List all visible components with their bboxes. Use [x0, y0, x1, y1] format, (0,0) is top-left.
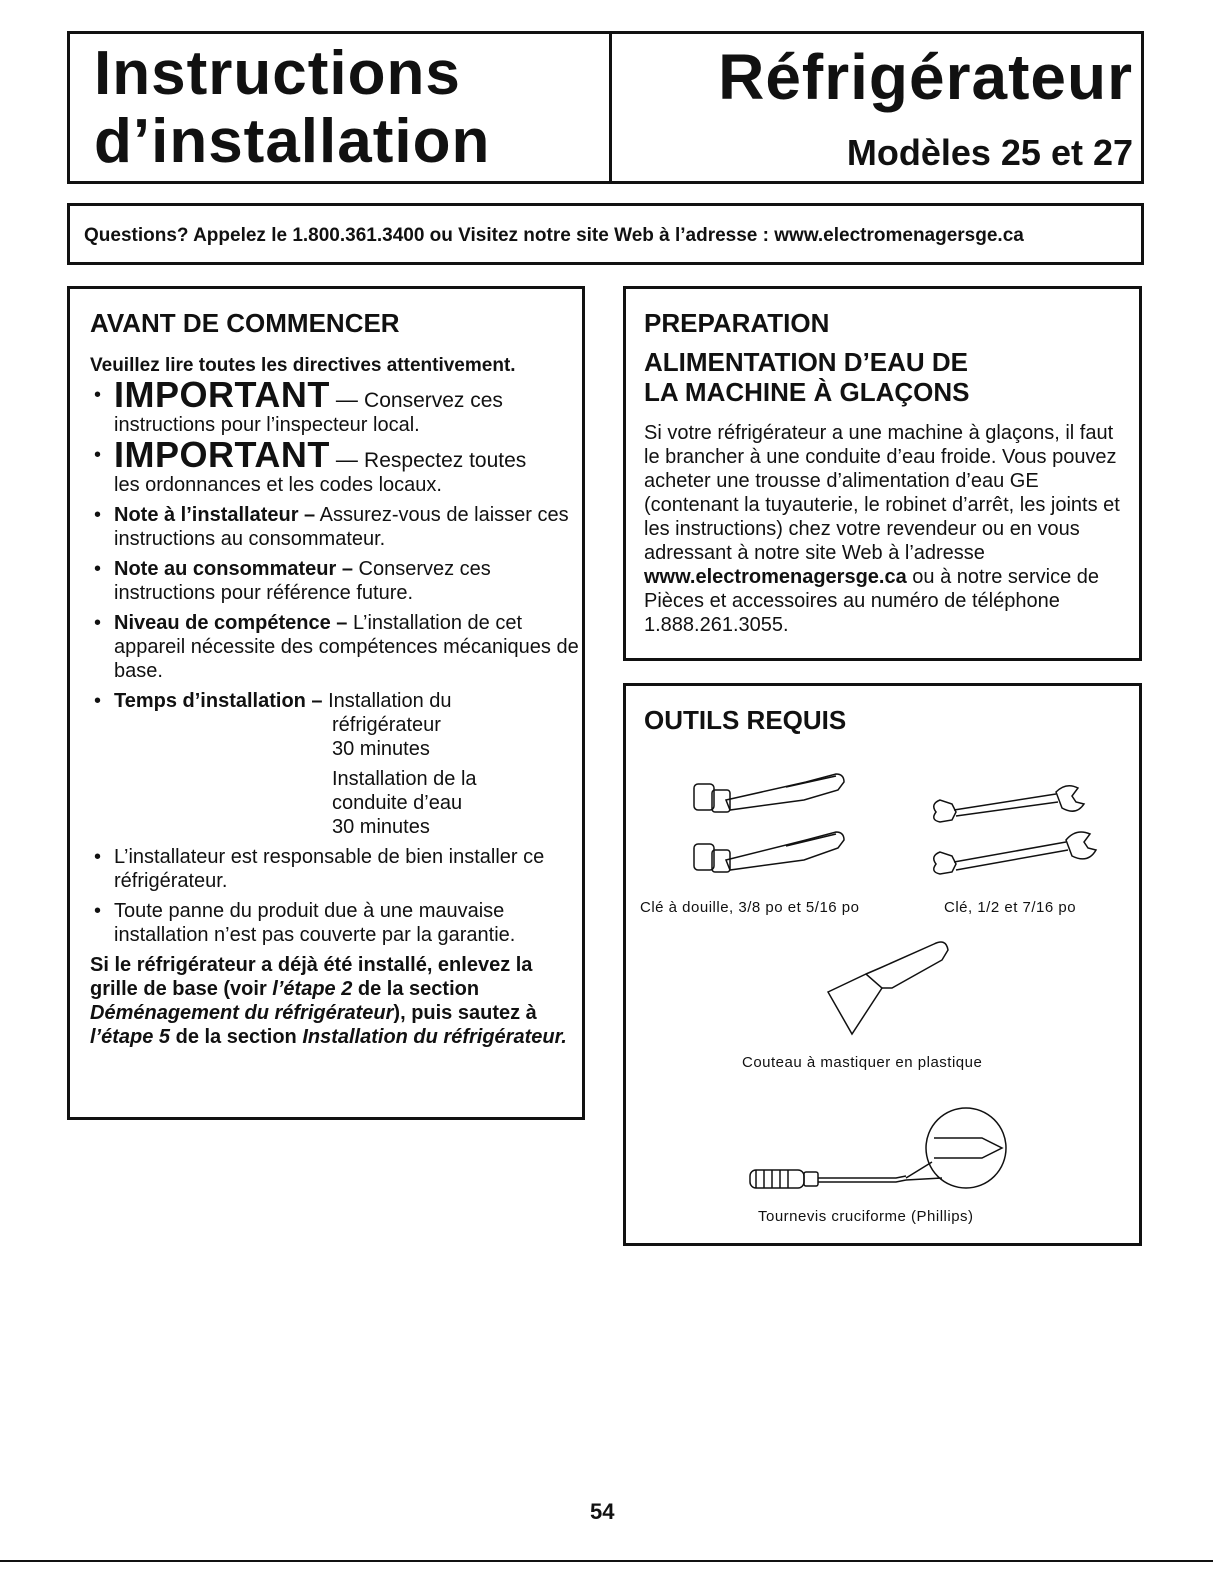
- checklist: [90, 374, 582, 947]
- subsection-line-2: LA MACHINE À GLAÇONS: [644, 377, 970, 407]
- section-title: OUTILS REQUIS: [644, 705, 847, 735]
- time-line: Installation de la: [332, 768, 477, 790]
- note-text: ), puis sautez à: [393, 1002, 537, 1024]
- questions-banner: [67, 203, 1144, 265]
- note-italic: l’étape 2: [272, 978, 353, 1000]
- section-title: AVANT DE COMMENCER: [90, 308, 400, 338]
- header-title-box: [67, 31, 612, 184]
- dash: —: [329, 447, 365, 472]
- note-italic: l’étape 5: [90, 1026, 171, 1048]
- header-product-box: [609, 31, 1144, 184]
- time-line: 30 minutes: [332, 738, 430, 760]
- document-title: [94, 40, 490, 176]
- note-italic: Déménagement du réfrigérateur: [90, 1002, 394, 1024]
- dash: —: [329, 387, 365, 412]
- note-italic: Installation du réfrigérateur.: [302, 1026, 567, 1048]
- item-text: L’installation de cet appareil nécessite des compétences mécaniques de base.: [114, 612, 579, 682]
- subsection-line-1: ALIMENTATION D’EAU DE: [644, 347, 969, 377]
- title-line-1: Instructions: [94, 39, 461, 108]
- item-label: Note au consommateur –: [114, 558, 353, 580]
- bottom-divider: [0, 1560, 1213, 1562]
- caption-socket-wrench: Clé à douille, 3/8 po et 5/16 po: [640, 899, 860, 916]
- list-item-note-installateur: [90, 503, 582, 551]
- list-item-installateur: • L’installateur est responsable de bien installer ce réfrigérateur.: [90, 845, 582, 893]
- section-avant-de-commencer: [67, 286, 585, 1120]
- preparation-text: [644, 421, 1123, 637]
- putty-knife-icon: [822, 938, 962, 1038]
- body-text: ou à notre service de Pièces et accessoires au numéro de téléphone 1.888.261.3055.: [644, 566, 1100, 636]
- important-text: Respectez toutes: [364, 449, 527, 472]
- page-number: 54: [590, 1499, 615, 1524]
- product-title: Réfrigérateur: [718, 41, 1133, 113]
- list-item-temps: [90, 689, 582, 839]
- caption-screwdriver: Tournevis cruciforme (Phillips): [758, 1208, 974, 1225]
- body-text: Si votre réfrigérateur a une machine à glaçons, il faut le brancher à une conduite d’eau froide. Vous pouvez acheter une trousse d’alimentation d’eau GE (contenant la tuyauterie, le robinet d’arrêt, les joints et les instructions) chez votre revendeur ou en vous adressant à notre site Web à l’adresse: [644, 422, 1120, 564]
- item-text: Conservez ces instructions pour référence future.: [114, 558, 491, 604]
- list-item-note-consommateur: [90, 557, 582, 605]
- list-item-niveau: [90, 611, 582, 683]
- important-text-cont: instructions pour l’inspecteur local.: [114, 414, 420, 436]
- title-line-2: d’installation: [94, 107, 491, 176]
- subsection-title: [644, 347, 1123, 407]
- time-line: 30 minutes: [332, 816, 430, 838]
- reinstall-note: [90, 953, 582, 1049]
- list-item-panne: • Toute panne du produit due à une mauvaise installation n’est pas couverte par la garantie.: [90, 899, 582, 947]
- section-preparation: [623, 286, 1142, 661]
- list-item-important-1: [90, 374, 582, 437]
- important-text-cont: les ordonnances et les codes locaux.: [114, 474, 442, 496]
- note-text: de la section: [170, 1026, 303, 1048]
- time-line: réfrigérateur: [332, 714, 441, 736]
- item-label: Note à l’installateur –: [114, 504, 316, 526]
- item-label: Niveau de compétence –: [114, 612, 348, 634]
- section-outils-requis: [623, 683, 1142, 1246]
- model-subtitle: Modèles 25 et 27: [846, 132, 1133, 173]
- item-text: Assurez-vous de laisser ces instructions au consommateur.: [114, 504, 569, 550]
- website-link[interactable]: www.electromenagersge.ca: [644, 566, 907, 588]
- screwdriver-icon: [746, 1106, 1046, 1216]
- wrench-icon: [926, 782, 1106, 892]
- caption-putty-knife: Couteau à mastiquer en plastique: [742, 1054, 983, 1071]
- note-text: Si le réfrigérateur a déjà été installé, enlevez la grille de base (voir: [90, 954, 533, 1000]
- note-text: de la section: [352, 978, 480, 1000]
- questions-text: Questions? Appelez le 1.800.361.3400 ou Visitez notre site Web à l’adresse : www.electromenagersge.ca: [84, 225, 1024, 246]
- item-label: Temps d’installation –: [114, 690, 323, 712]
- lead-text: Veuillez lire toutes les directives attentivement.: [90, 355, 516, 376]
- caption-wrench: Clé, 1/2 et 7/16 po: [944, 899, 1077, 916]
- important-text: Conservez ces: [364, 389, 503, 412]
- important-label: IMPORTANT: [114, 434, 330, 475]
- important-label: IMPORTANT: [114, 374, 330, 415]
- section-title: PREPARATION: [644, 308, 830, 338]
- socket-wrench-icon: [686, 770, 856, 900]
- time-line: conduite d’eau: [332, 792, 463, 814]
- list-item-important-2: [90, 434, 582, 497]
- item-text: Installation du: [322, 690, 452, 712]
